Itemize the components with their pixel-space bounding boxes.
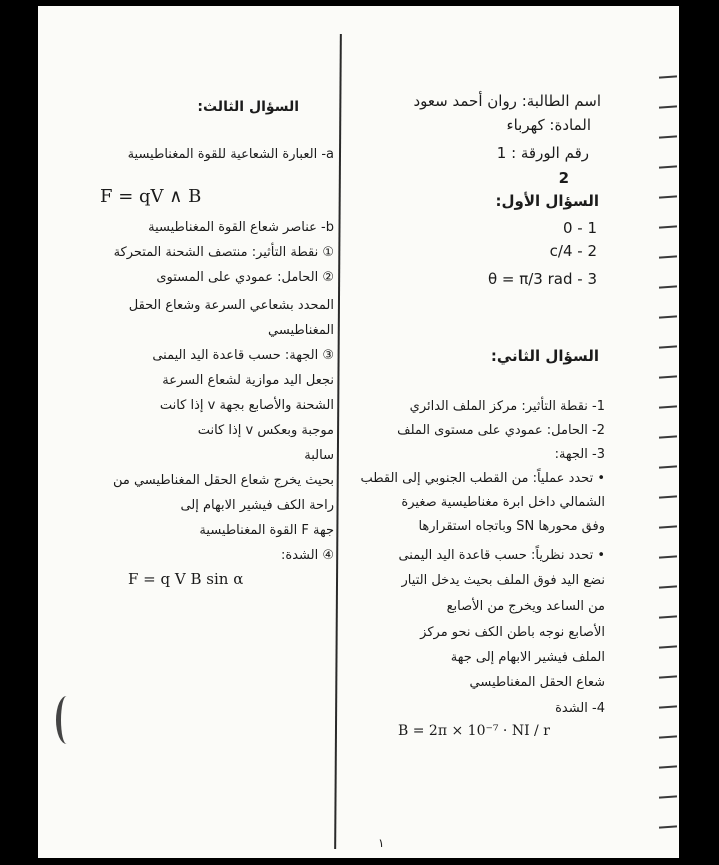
margin-tick — [659, 585, 677, 588]
right-column-line-5: السؤال الأول: — [495, 192, 599, 210]
margin-tick — [659, 495, 677, 498]
formula-3: B = 2π × 10⁻⁷ · NI / r — [398, 723, 550, 739]
right-column-line-18: من الساعد ويخرج من الأصابع — [446, 599, 605, 614]
left-column-line-11: موجبة وبعكس v إذا كانت — [197, 423, 334, 438]
margin-tick — [659, 765, 677, 768]
right-column-line-15: وفق محورها SN وباتجاه استقرارها — [418, 519, 605, 534]
right-column-line-21: شعاع الحقل المغناطيسي — [469, 675, 605, 690]
left-column-line-6: المحدد بشعاعي السرعة وشعاع الحقل — [128, 298, 334, 313]
right-column-line-17: نضع اليد فوق الملف بحيث يدخل التيار — [401, 573, 605, 588]
left-column-line-16: ④ الشدة: — [281, 548, 334, 563]
left-column-line-4: ① نقطة التأثير: منتصف الشحنة المتحركة — [113, 245, 334, 260]
margin-tick — [659, 405, 677, 408]
margin-tick — [659, 795, 677, 798]
margin-tick — [659, 315, 677, 318]
page-number: ١ — [378, 836, 385, 850]
margin-tick — [659, 135, 677, 138]
margin-tick — [659, 255, 677, 258]
margin-tick — [659, 225, 677, 228]
right-column-line-3: رقم الورقة : 1 — [496, 144, 589, 162]
right-column-line-12: 3- الجهة: — [554, 447, 605, 462]
left-column-line-2: a- العبارة الشعاعية للقوة المغناطيسية — [127, 147, 334, 162]
left-column-line-10: الشحنة والأصابع بجهة v إذا كانت — [159, 398, 334, 413]
left-column-line-1: السؤال الثالث: — [197, 99, 299, 115]
right-column-line-9: السؤال الثاني: — [490, 347, 599, 365]
margin-tick — [659, 285, 677, 288]
right-column-line-16: • تحدد نظرياً: حسب قاعدة اليد اليمنى — [398, 548, 605, 563]
right-column-line-19: الأصابع نوجه باطن الكف نحو مركز — [420, 625, 605, 640]
margin-tick — [659, 435, 677, 438]
margin-tick — [659, 195, 677, 198]
margin-tick — [659, 555, 677, 558]
margin-tick — [659, 165, 677, 168]
margin-tick — [659, 645, 677, 648]
margin-tick — [659, 375, 677, 378]
left-column-line-3: b- عناصر شعاع القوة المغناطيسية — [148, 220, 334, 235]
margin-tick — [659, 675, 677, 678]
right-column-line-2: المادة: كهرباء — [506, 116, 591, 134]
margin-tick — [659, 615, 677, 618]
right-column-line-8: 3 - θ = π/3 rad — [487, 270, 597, 288]
column-divider — [334, 34, 342, 849]
right-column-line-11: 2- الحامل: عمودي على مستوى الملف — [397, 423, 605, 438]
left-column-line-12: سالبة — [304, 448, 334, 463]
right-column-line-10: 1- نقطة التأثير: مركز الملف الدائري — [409, 399, 605, 414]
right-column-line-20: الملف فيشير الابهام إلى جهة — [450, 650, 605, 665]
right-column-line-22: 4- الشدة — [555, 701, 605, 716]
binder-ring — [56, 696, 77, 744]
margin-tick — [659, 345, 677, 348]
right-column-line-7: 2 - c/4 — [549, 242, 597, 260]
left-column-line-5: ② الحامل: عمودي على المستوى — [156, 270, 334, 285]
left-column-line-13: بحيث يخرج شعاع الحقل المغناطيسي من — [112, 473, 334, 488]
left-column-line-7: المغناطيسي — [268, 323, 334, 338]
left-column-line-15: جهة F القوة المغناطيسية — [199, 523, 334, 538]
margin-tick — [659, 75, 677, 78]
margin-tick — [659, 825, 677, 828]
margin-tick — [659, 465, 677, 468]
right-column-line-13: • تحدد عملياً: من القطب الجنوبي إلى القطب — [360, 471, 605, 486]
formula-2: F = q V B sin α — [128, 570, 244, 588]
right-column-line-1: اسم الطالبة: روان أحمد سعود — [413, 92, 601, 110]
margin-tick — [659, 105, 677, 108]
right-column-line-6: 1 - 0 — [562, 219, 597, 237]
margin-tick — [659, 525, 677, 528]
left-column-line-8: ③ الجهة: حسب قاعدة اليد اليمنى — [152, 348, 334, 363]
left-column-line-14: راحة الكف فيشير الابهام إلى — [180, 498, 334, 513]
formula-1: F = qV ∧ B — [100, 186, 202, 207]
notebook-page — [38, 6, 679, 858]
margin-tick — [659, 705, 677, 708]
margin-tick — [659, 735, 677, 738]
right-column-line-14: الشمالي داخل ابرة مغناطيسية صغيرة — [401, 495, 605, 510]
right-column-line-4: 2 — [558, 169, 569, 187]
left-column-line-9: نجعل اليد موازية لشعاع السرعة — [162, 373, 334, 388]
